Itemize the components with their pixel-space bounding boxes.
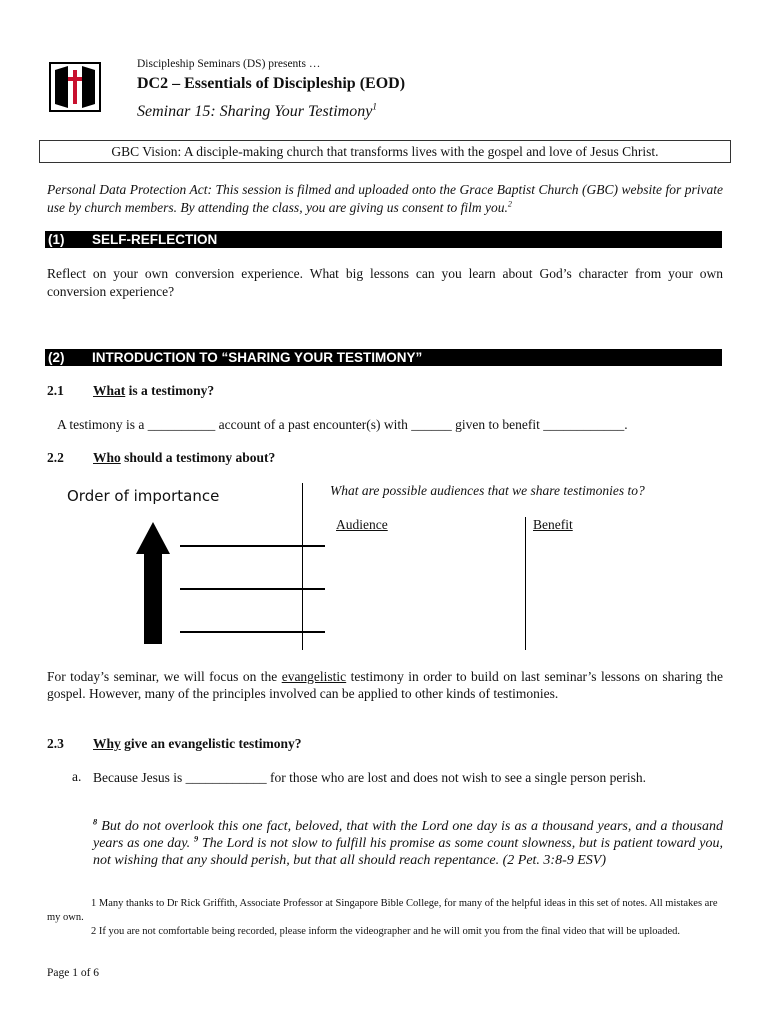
subsection-question-why bbox=[93, 736, 302, 752]
subsection-question-what bbox=[93, 383, 214, 399]
section-header-introduction bbox=[45, 349, 722, 366]
list-item-label: a. bbox=[72, 769, 82, 784]
subsection-number-2-1: 2.1 bbox=[47, 383, 64, 398]
subsection-number-2-3: 2.3 bbox=[47, 736, 64, 751]
testimony-definition: A testimony is a __________ account of a past encounter(s) with ______ given to benefit ____________. bbox=[57, 417, 628, 432]
keyword-evangelistic: evangelistic bbox=[281, 669, 347, 684]
ranking-blank-1 bbox=[180, 545, 325, 547]
question-rest: give an evangelistic testimony? bbox=[120, 736, 302, 751]
footnote-ref-2: 2 bbox=[507, 199, 512, 209]
up-arrow-icon bbox=[136, 522, 170, 649]
ranking-blank-2 bbox=[180, 588, 325, 590]
ranking-blank-3 bbox=[180, 631, 325, 633]
page-number: Page 1 of 6 bbox=[47, 967, 100, 979]
question-rest: should a testimony about? bbox=[120, 450, 276, 465]
footnote-1: 1 Many thanks to Dr Rick Griffith, Associate Professor at Singapore Bible College, for many of the helpful ideas in this set of notes. All mistakes are my own. bbox=[47, 898, 718, 923]
footnote-ref-1: 1 bbox=[372, 101, 378, 113]
order-of-importance-label: Order of importance bbox=[67, 487, 220, 505]
benefit-header: Benefit bbox=[533, 517, 573, 532]
seminar-title-text: Seminar 15: Sharing Your Testimony bbox=[137, 103, 373, 120]
seminar-title bbox=[137, 103, 377, 121]
keyword-who: Who bbox=[93, 450, 121, 465]
course-title: DC2 – Essentials of Discipleship (EOD) bbox=[137, 75, 406, 92]
question-rest: is a testimony? bbox=[125, 383, 215, 398]
quote-part-1: But do not overlook this one fact, beloved, that with the Lord one day is as a thousand years, and a thousand years as one day. bbox=[93, 819, 723, 851]
verse-number-8: 8 bbox=[93, 817, 98, 827]
focus-text-before: For today’s seminar, we will focus on the bbox=[47, 669, 282, 684]
subsection-question-who bbox=[93, 450, 275, 466]
audience-header: Audience bbox=[336, 517, 388, 532]
audience-question: What are possible audiences that we share testimonies to? bbox=[330, 483, 645, 498]
vision-box: GBC Vision: A disciple-making church that transforms lives with the gospel and love of Jesus Christ. bbox=[39, 140, 731, 163]
quote-part-2: The Lord is not slow to fulfill his promise as some count slowness, but is patient toward you, not wishing that any should perish, but that all should reach repentance. (2 Pet. 3:8-9 ESV) bbox=[93, 836, 723, 868]
section-number: (1) bbox=[48, 232, 65, 247]
section-title: INTRODUCTION TO “SHARING YOUR TESTIMONY” bbox=[92, 350, 423, 365]
section-header-self-reflection bbox=[45, 231, 722, 248]
subsection-number-2-2: 2.2 bbox=[47, 450, 64, 465]
self-reflection-prompt: Reflect on your own conversion experience. What big lessons can you learn about God’s character from your own conversion experience? bbox=[47, 266, 723, 299]
focus-paragraph bbox=[47, 668, 723, 702]
church-logo bbox=[49, 62, 101, 112]
focus-text-after: testimony in order to build on last seminar’s lessons on sharing the gospel. However, many of the principles involved can be applied to other kinds of testimonies. bbox=[47, 669, 723, 701]
list-item-text: Because Jesus is ____________ for those who are lost and does not wish to see a single person perish. bbox=[93, 770, 647, 785]
keyword-why: Why bbox=[93, 736, 121, 751]
keyword-what: What bbox=[93, 383, 126, 398]
audience-benefit-divider bbox=[525, 517, 526, 650]
pdpa-notice bbox=[47, 181, 723, 217]
section-number: (2) bbox=[48, 350, 65, 365]
footnote-2: 2 If you are not comfortable being recorded, please inform the videographer and he will omit you from the final video that will be uploaded. bbox=[91, 926, 680, 937]
verse-number-9: 9 bbox=[193, 834, 199, 844]
scripture-quote bbox=[93, 818, 723, 869]
church-cross-logo-icon bbox=[49, 62, 101, 112]
presents-line: Discipleship Seminars (DS) presents … bbox=[137, 58, 321, 70]
section-title: SELF-REFLECTION bbox=[92, 232, 218, 247]
column-divider bbox=[302, 483, 303, 650]
pdpa-text: Personal Data Protection Act: This session is filmed and uploaded onto the Grace Baptist Church (GBC) website for private use by church members. By attending the class, you are giving us consent to film you. bbox=[47, 182, 723, 215]
